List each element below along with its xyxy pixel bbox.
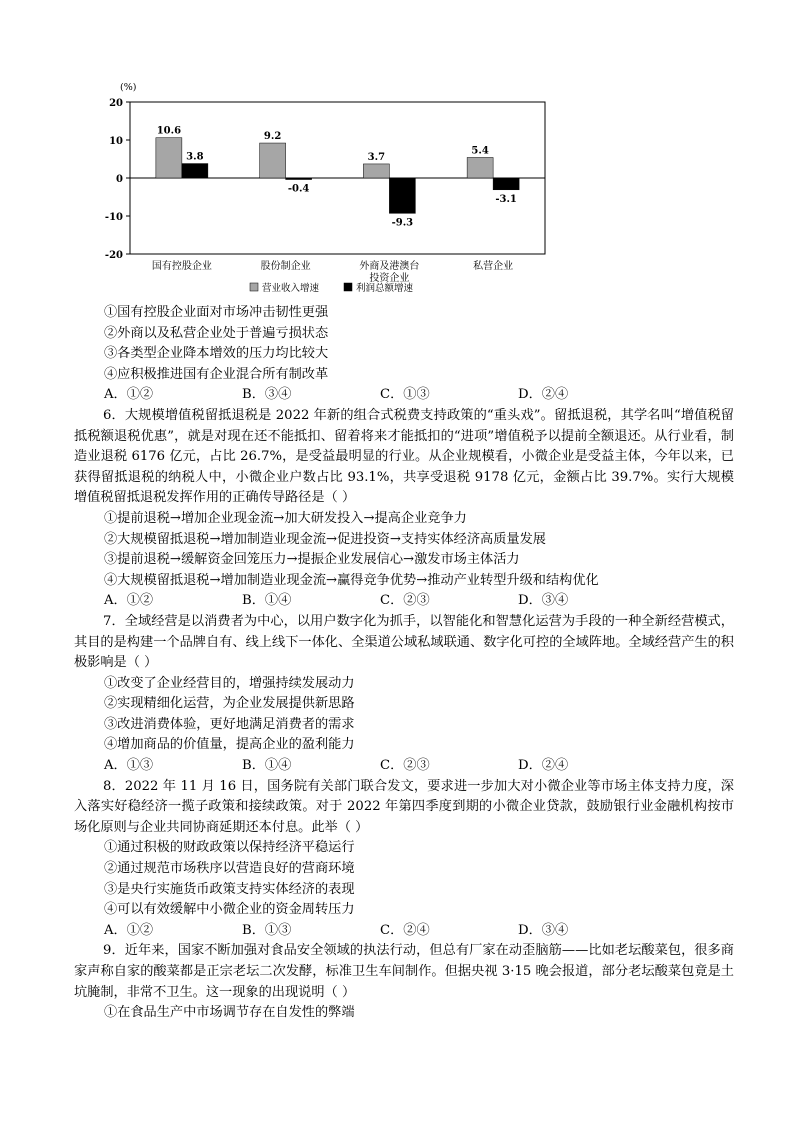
bar — [363, 164, 389, 178]
q8-choice-b: B．①③ — [242, 922, 292, 938]
data-label: 3.7 — [367, 151, 386, 163]
bar — [182, 164, 208, 178]
data-label: 9.2 — [263, 131, 282, 143]
q9-option-1: ①在食品生产中市场调节存在自发性的弊端 — [104, 1005, 355, 1021]
data-label: -3.1 — [495, 193, 517, 205]
y-tick-label: -20 — [104, 250, 123, 261]
bar — [156, 138, 182, 178]
y-tick-label: 0 — [116, 174, 123, 185]
q7-option-4: ④增加商品的价值量，提高企业的盈利能力 — [104, 737, 355, 753]
q8-option-4: ④可以有效缓解中小微企业的资金周转压力 — [104, 902, 355, 918]
q6-choice-b: B．①④ — [242, 593, 292, 609]
q6-option-4: ④大规模留抵退税→增加制造业现金流→赢得竞争优势→推动产业转型升级和结构优化 — [104, 572, 599, 588]
q5-option-1: ①国有控股企业面对市场冲击韧性更强 — [104, 305, 329, 320]
q7-choice-b: B．①④ — [242, 758, 292, 774]
bar — [286, 178, 312, 180]
q8-option-1: ①通过积极的财政政策以保持经济平稳运行 — [104, 840, 355, 856]
data-label: 5.4 — [471, 145, 489, 157]
q6-option-3: ③提前退税→缓解资金回笼压力→提振企业发展信心→激发市场主体活力 — [104, 552, 520, 568]
legend-swatch — [344, 283, 352, 291]
x-tick-label: 外商及港澳台 — [359, 261, 420, 272]
y-axis-unit: (%) — [120, 82, 137, 93]
q6-choice-a: A．①② — [104, 593, 154, 609]
q8-choice-a: A．①② — [104, 922, 154, 938]
x-tick-label: 国有控股企业 — [151, 261, 212, 272]
q5-option-3: ③各类型企业降本增效的压力均比较大 — [104, 346, 329, 362]
q8-choice-c: C．②④ — [380, 922, 430, 938]
q7-option-3: ③改进消费体验，更好地满足消费者的需求 — [104, 716, 355, 732]
q6-choice-c: C．②③ — [380, 593, 430, 609]
q7-option-1: ①改变了企业经营目的，增强持续发展动力 — [104, 675, 355, 691]
x-tick-label: 私营企业 — [473, 261, 514, 272]
bar — [467, 157, 493, 178]
q8-stem: 8．2022 年 11 月 16 日，国务院有关部门联合发文，要求进一步加大对小微企业等市场主体支持力度，深入落实好稳经济一揽子政策和接续政策。对于 2022 年第四季度到期的小微企业贷款，鼓励银行业金融机构按市场化原则与企业共同协商延期还本付息。此举（ ） — [74, 778, 734, 835]
q8-choice-d: D．③④ — [518, 922, 569, 938]
x-tick-label: 投资企业 — [369, 273, 410, 284]
legend-swatch — [250, 283, 258, 291]
q8-option-2: ②通过规范市场秩序以营造良好的营商环境 — [104, 861, 355, 877]
legend-label: 营业收入增速 — [262, 283, 320, 294]
q6-choices — [74, 591, 734, 612]
legend-label: 利润总额增速 — [356, 283, 414, 294]
bar — [260, 143, 286, 178]
x-tick-label: 股份制企业 — [260, 261, 311, 272]
q5-choice-a: A．①② — [104, 387, 154, 403]
bar-chart — [100, 76, 560, 304]
bar — [389, 178, 415, 213]
q7-choice-c: C．②③ — [380, 758, 430, 774]
q6-option-2: ②大规模留抵退税→增加制造业现金流→促进投资→支持实体经济高质量发展 — [104, 531, 546, 547]
q5-choices — [74, 385, 734, 406]
data-label: 3.8 — [186, 151, 204, 163]
q5-option-4: ④应积极推进国有企业混合所有制改革 — [104, 366, 329, 382]
data-label: -0.4 — [287, 183, 310, 195]
q6-choice-d: D．③④ — [518, 593, 569, 609]
q7-option-2: ②实现精细化运营，为企业发展提供新思路 — [104, 696, 355, 712]
y-tick-label: 10 — [109, 136, 123, 147]
data-label: -9.3 — [391, 217, 414, 229]
q5-choice-d: D．②④ — [518, 387, 569, 403]
q6-option-1: ①提前退税→增加企业现金流→加大研发投入→提高企业竞争力 — [104, 510, 467, 526]
bar — [493, 178, 519, 190]
data-label: 10.6 — [156, 125, 182, 137]
q8-choices — [74, 921, 734, 942]
q7-choices — [74, 756, 734, 777]
q7-choice-d: D．②④ — [518, 758, 569, 774]
q6-stem: 6．大规模增值税留抵退税是 2022 年新的组合式税费支持政策的“重头戏”。留抵退税，其学名叫“增值税留抵税额退税优惠”，就是对现在还不能抵扣、留着将来才能抵扣的“进项”增值税予以提前全额退还。从行业看，制造业退税 6176 亿元，占比 26.7%，是受益最明显的行业。从企业规模看，小微企业是受益主体，今年以来，已获得留抵退税的纳税人中，小微企业户数占比 93.1%，共享受退税 9178 亿元，金额占比 39.7%。实行大规模增值税留抵退税发挥作用的正确传导路径是（ ） — [74, 407, 734, 506]
q5-choice-c: C．①③ — [380, 387, 430, 403]
q5-option-2: ②外商以及私营企业处于普遍亏损状态 — [104, 325, 329, 341]
questions — [74, 303, 734, 1024]
q8-option-3: ③是央行实施货币政策支持实体经济的表现 — [104, 881, 355, 897]
y-tick-label: -10 — [104, 212, 123, 223]
q9-stem: 9．近年来，国家不断加强对食品安全领域的执法行动，但总有厂家在动歪脑筋——比如老坛酸菜包，很多商家声称自家的酸菜都是正宗老坛二次发酵，标准卫生车间制作。但据央视 3·15 晚会报道，部分老坛酸菜包竟是土坑腌制，非常不卫生。这一现象的出现说明（ ） — [74, 943, 734, 1000]
q5-choice-b: B．③④ — [242, 387, 292, 403]
q7-choice-a: A．①③ — [104, 758, 154, 774]
q7-stem: 7．全域经营是以消费者为中心，以用户数字化为抓手，以智能化和智慧化运营为手段的一种全新经营模式，其目的是构建一个品牌自有、线上线下一体化、全渠道公域私域联通、数字化可控的全域阵地。全域经营产生的积极影响是（ ） — [74, 613, 734, 671]
y-tick-label: 20 — [109, 98, 123, 109]
